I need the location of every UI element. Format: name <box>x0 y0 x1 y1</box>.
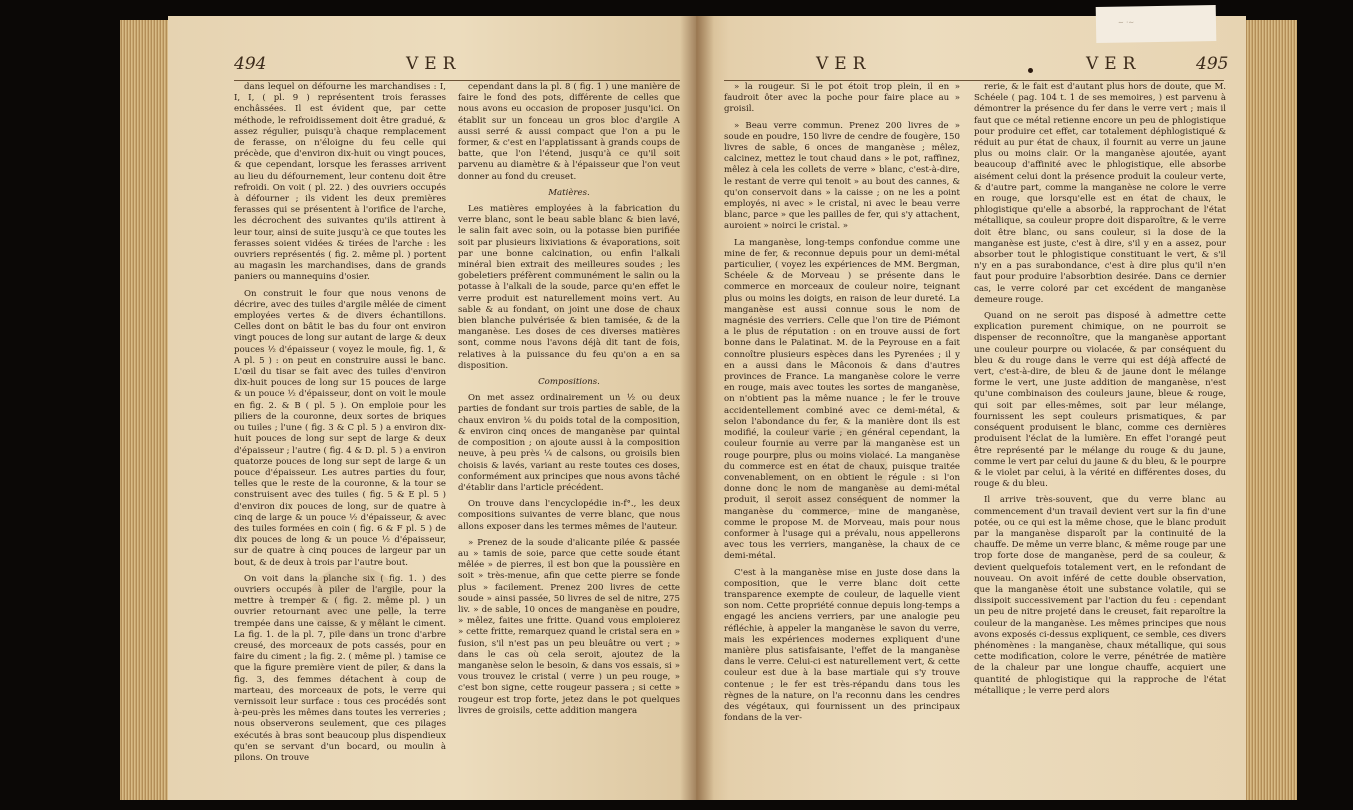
paragraph: » la rougeur. Si le pot étoit trop plein, il en » faudroit ôter avec la poche pour faire place au » groisil. <box>724 82 960 115</box>
right-page-edges <box>1245 20 1297 800</box>
paragraph: On trouve dans l'encyclopédie in-f°., les deux compositions suivantes de verre blanc, que nous allons exposer dans les termes mêmes de l'auteur. <box>458 499 680 532</box>
paragraph: On voit dans la planche six ( fig. 1. ) des ouvriers occupés à piler de l'argile, pour la mettre à tremper & ( fig. 2. même pl. ) un ouvrier retournant avec une pelle, la terre trempée dans une caisse, & y mêlant le ciment. La fig. 1. de la pl. 7, pile dans un tronc d'arbre creusé, des morceaux de pots cassés, pour en faire du ciment ; la fig. 2. ( même pl. ) tamise ce que la figure première vient de piler, & dans la fig. 3, des femmes détachent à coup de marteau, des morceaux de pots, le verre qui vernissoit leur surface : tous ces procédés sont à-peu-près les mêmes dans toutes les verreries ; nous observerons seulement, que ces pilages exécutés à bras sont beaucoup plus dispendieux qu'en se servant d'un bocard, ou moulin à pilons. On trouve <box>234 573 446 763</box>
left-page <box>168 16 696 800</box>
paragraph: On met assez ordinairement un ½ ou deux parties de fondant sur trois parties de sable, de la chaux environ ⅙ du poids total de la composition, & environ cinq onces de manganèse par quintal de composition ; on ajoute aussi à la composition neuve, à peu près ¼ de calsons, ou groisils bien choisis & lavés, variant au reste toutes ces doses, conformément aux principes que nous avons tâché d'établir dans l'article précédent. <box>458 393 680 493</box>
paragraph: La manganèse, long-temps confondue comme une mine de fer, & reconnue depuis pour un demi-métal particulier, ( voyez les expériences de MM. Bergman, Schéele & de Morveau ) se présente dans le commerce en morceaux de couleur noire, teignant plus ou moins les doigts, en raison de leur dureté. La manganèse est aussi connue sous le nom de magnésie des verriers. Celle que l'on tire de Piémont a le plus de réputation : on en trouve aussi de fort bonne dans le Palatinat. M. de la Peyrouse en a fait connoître plusieurs espèces dans les Pyrenées ; il y en a aussi dans le Mâconois & dans d'autres provinces de France. La manganèse colore le verre en rouge, mais avec toutes les sortes de manganèse, on n'obtient pas la même nuance ; le fer le trouve accidentellement combiné avec ce demi-métal, & selon l'abondance du fer, & la manière dont ils est modifié, la couleur varie ; en général cependant, la couleur fournie au verre par la manganèse est un rouge pourpre, plus ou moins violacé. La manganèse du commerce est en état de chaux, puisque traitée convenablement, on en obtient le régule : si l'on donne donc le nom de manganèse au demi-métal produit, il seroit assez conséquent de nommer la manganèse du commerce, mine de manganèse, comme le propose M. de Morveau, mais pour nous conformer à l'usage qui a prévalu, nous appellerons avec tous les verriers, manganèse, la chaux de ce demi-métal. <box>724 237 960 562</box>
paragraph: C'est à la manganèse mise en juste dose dans la composition, que le verre blanc doit cette transparence exempte de couleur, de laquelle vient son nom. Cette propriété connue depuis long-temps a engagé les anciens verriers, par une analogie peu réfléchie, à appeler la manganèse le savon du verre, mais les expériences modernes expliquent d'une manière plus satisfaisante, l'effet de la manganèse dans le verre. Celui-ci est naturellement vert, & cette couleur est due à la base martiale qui s'y trouve contenue ; le fer est très-répandu dans tous les règnes de la nature, on l'a reconnu dans les cendres des végétaux, qui fournissent un des principaux fondans de la ver- <box>724 567 960 724</box>
book-gutter <box>680 16 714 800</box>
right-running-head-1: VER <box>816 54 872 74</box>
paragraph: cependant dans la pl. 8 ( fig. 1 ) une manière de faire le fond des pots, différente de celles que nous avons eu occasion de proposer jusqu'ici. On établit sur un fonceau un gros bloc d'argile A aussi serré & aussi compact que l'on a pu le former, & c'est en l'applatissant à grands coups de batte, que l'on l'étend, jusqu'à ce qu'il soit parvenu au diamètre & à l'épaisseur que l'on veut donner au fond du creuset. <box>458 82 680 182</box>
right-page <box>696 16 1246 800</box>
open-book <box>8 6 1345 804</box>
right-page-number: 495 <box>1196 54 1229 74</box>
paragraph: rerie, & le fait est d'autant plus hors de doute, que M. Schéele ( pag. 104 t. 1 de ses memoires, ) est parvenu à démontrer la présence du fer dans le verre vert ; mais il faut que ce métal retienne encore un peu de phlogistique pour produire cet effet, car totalement déphlogistiqué & réduit au pur état de chaux, il fournit au verre un jaune plus ou moins clair. Or la manganèse ajoutée, ayant beaucoup d'affinité avec le phlogistique, elle absorbe aisément celui dont la présence produit la couleur verte, & d'autre part, comme la manganèse ne colore le verre en rouge, que lorsqu'elle est en état de chaux, le phlogistique qu'elle a absorbé, la rapprochant de l'état métallique, sa couleur propre doit disparoître, & le verre doit être blanc, ou sans couleur, si la dose de la manganèse est juste, c'est à dire, s'il y en a assez, pour absorber tout le phlogistique constituant le vert, & s'il n'y en a pas surabondance, c'est à dire plus qu'il n'en faut pour produire l'absorbtion desirée. Dans ce dernier cas, le verre coloré par cet excédent de manganèse demeure rouge. <box>974 82 1226 305</box>
right-running-head-2: VER <box>1086 54 1142 74</box>
left-column-2 <box>458 82 680 808</box>
left-head-rule <box>234 80 680 81</box>
paragraph: Les matières employées à la fabrication du verre blanc, sont le beau sable blanc & bien lavé, le salin fait avec soin, ou la potasse bien purifiée soit par plusieurs lixiviations & évaporations, soit par une bonne calcination, ou enfin l'alkali minéral bien extrait des meilleures soudes ; les gobeletiers préfèrent communément le salin ou la potasse à l'alkali de la soude, parce qu'en effet le verre produit est naturellement moins vert. Au sable & au fondant, on joint une dose de chaux bien blanche pulvérisée & bien tamisée, & de la manganèse. Les doses de ces diverses matières sont, comme nous l'avons déjà dit tant de fois, relatives à la puissance du feu qu'on a en sa disposition. <box>458 204 680 371</box>
slip-scribble: ~ ·~ <box>1117 18 1135 27</box>
paragraph: Il arrive très-souvent, que du verre blanc au commencement d'un travail devient vert sur la fin d'une potée, ou ce qui est la même chose, que le blanc produit par la manganèse disparoît par la continuité de la chauffe. De même un verre blanc, & même rouge par une trop forte dose de manganèse, perd de sa couleur, & devient quelquefois totalement vert, en le refondant de nouveau. On avoit inféré de cette double observation, que la manganèse étoit une substance volatile, qui se dissipoit successivement par l'action du feu : cependant un peu de nitre projeté dans le creuset, fait reparoître la couleur de la manganèse. Les mêmes principes que nous avons exposés ci-dessus expliquent, ce semble, ces divers phénomènes : la manganèse, chaux métallique, qui sous cette modification, colore le verre, pénétrée de matière de la chaleur par une longue chauffe, acquiert une quantité de phlogistique qui la rapproche de l'état métallique ; le verre perd alors <box>974 495 1226 696</box>
paper-slip <box>1096 5 1217 43</box>
paragraph: » Beau verre commun. Prenez 200 livres de » soude en poudre, 150 livre de cendre de fougère, 150 livres de sable, 6 onces de manganèse ; mêlez, calcinez, mettez le tout chaud dans » le pot, raffinez, mêlez à cela les collets de verre » blanc, c'est-à-dire, le restant de verre qui tenoit » au bout des cannes, & qu'on conservoit dans » la caisse ; on ne les a point employés, ni avec » le cristal, ni avec le beau verre blanc, parce » que les pailles de fer, qui s'y attachent, auroient » noirci le cristal. » <box>724 120 960 232</box>
left-page-number: 494 <box>234 54 267 74</box>
paper-stain <box>768 426 888 516</box>
section-title: Matières. <box>548 187 590 198</box>
paragraph: dans lequel on défourne les marchandises : I, I, I, ( pl. 9 ) représentent trois ferasses enchâssées. Il est évident que, par cette méthode, le refroidissement doit être gradué, & assez régulier, puisqu'à chaque remplacement de ferasse, on n'éloigne du feu celle qui précède, que d'environ dix-huit ou vingt pouces, & que cependant, lorsque les ferasses arrivent au lieu du défournement, leur contenu doit être refroidi. On voit ( pl. 22. ) des ouvriers occupés à défourner ; ils vident les deux premières ferasses qui se présentent à l'orifice de l'arche, les décrochent des suivantes qu'ils attirent à leur tour, ainsi de suite jusqu'à ce que toutes les ferasses soient vidées & tirées de l'arche : les ouvriers représentés ( fig. 2. même pl. ) portent au magasin les marchandises, dans de grands paniers ou mannequins d'osier. <box>234 82 446 283</box>
paragraph: On construit le four que nous venons de décrire, avec des tuiles d'argile mêlée de ciment employées vertes & de divers échantillons. Celles dont on bâtit le bas du four ont environ vingt pouces de long sur autant de large & deux pouces ½ d'épaisseur ( voyez le moule, fig. 1, & A pl. 5 ) : on peut en construire aussi le banc. L'œil du tisar se fait avec des tuiles d'environ dix-huit pouces de long sur 15 pouces de large & un pouce ½ d'épaisseur, dont on voit le moule en fig. 2. & B ( pl. 5 ). On emploie pour les piliers de la couronne, deux sortes de briques ou tuiles ; l'une ( fig. 3 & C pl. 5 ) a environ dix-huit pouces de long sur sept de large & deux d'épaisseur ; l'autre ( fig. 4 & D. pl. 5 ) a environ quatorze pouces de long sur sept de large & un pouce d'épaisseur. Les autres parties du four, telles que le reste de la couronne, & la tour se construisent avec des tuiles ( fig. 5 & E pl. 5 ) d'environ dix pouces de long, sur de quatre à cinq de large & un pouce ½ d'épaisseur, & avec des tuiles formées en coin ( fig. 6 & F pl. 5 ) de dix pouces de long & un pouce ½ d'épaisseur, sur de quatre à cinq pouces de largeur par un bout, & de deux à trois par l'autre bout. <box>234 288 446 568</box>
right-head-rule <box>724 80 1224 81</box>
left-column-1 <box>234 82 446 808</box>
paragraph: » Prenez de la soude d'alicante pilée & passée au » tamis de soie, parce que cette soude étant mêlée » de pierres, il est bon que la poussière en soit » très-menue, afin que cette pierre se fonde plus » facilement. Prenez 200 livres de cette soude » ainsi passée, 50 livres de sel de nitre, 275 liv. » de sable, 10 onces de manganèse en poudre, » mêlez, faites une fritte. Quand vous emploierez » cette fritte, remarquez quand le cristal sera en » fusion, s'il n'est pas un peu bleuâtre ou vert ; » dans le cas où cela seroit, ajoutez de la manganèse selon le besoin, & dans vos essais, si » vous trouvez le cristal ( verre ) un peu rouge, » c'est bon signe, cette rougeur passera ; si cette » rougeur est trop forte, jetez dans le pot quelques livres de groisils, cette addition mangera <box>458 537 680 716</box>
left-running-head: VER <box>406 54 462 74</box>
right-column-2 <box>974 82 1226 808</box>
paragraph: Quand on ne seroit pas disposé à admettre cette explication purement chimique, on ne pourroit se dispenser de reconnoître, que la manganèse apportant une couleur pourpre ou violacée, & par conséquent du bleu & du rouge dans le verre qui est déjà affecté de vert, c'est-à-dire, de bleu & de jaune dont le mélange forme le vert, une juste addition de manganèse, n'est qu'une combinaison des couleurs jaune, bleue & rouge, qui soit par elles-mêmes, soit par leur mélange, fournissent les sept couleurs prismatiques, & par conséquent produisent le blanc, comme ces dernières produisent l'éclat de la lumière. En effet l'orangé peut être représenté par le mélange du rouge & du jaune, comme le vert par celui du jaune & du bleu, & le pourpre & le violet par celui, à la vérité en différentes doses, du rouge & du bleu. <box>974 311 1226 490</box>
paper-stain <box>308 566 398 636</box>
section-title: Compositions. <box>538 377 600 388</box>
ink-dot <box>1028 68 1033 73</box>
left-page-edges <box>120 20 168 800</box>
